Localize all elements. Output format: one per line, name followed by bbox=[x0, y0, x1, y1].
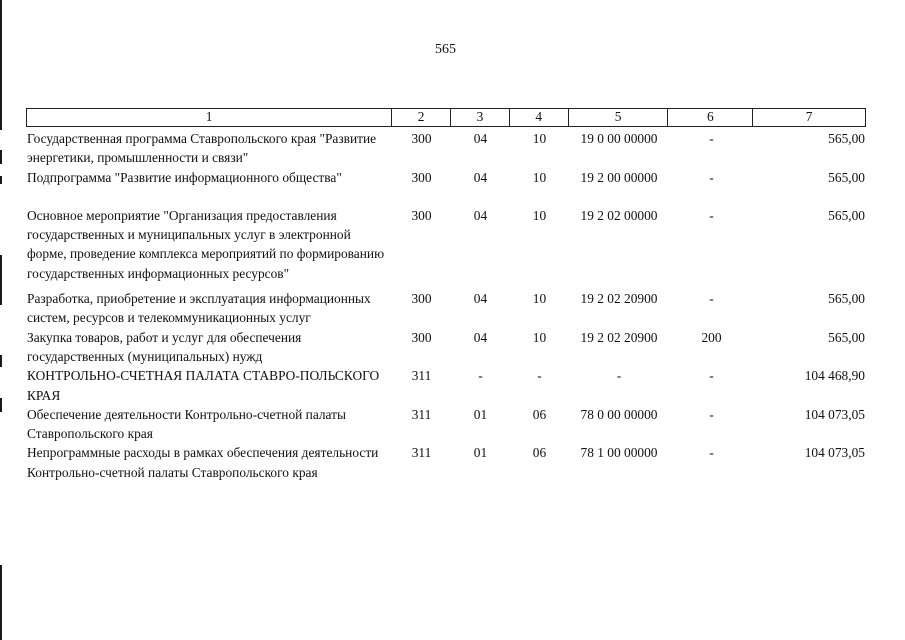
table-row bbox=[26, 366, 866, 405]
header-col-2: 2 bbox=[392, 109, 451, 126]
row-expense-type: - bbox=[709, 131, 714, 146]
header-col-5: 5 bbox=[569, 109, 669, 126]
row-subsection-code: 10 bbox=[532, 291, 547, 307]
row-target-code: 19 0 00 00000 bbox=[580, 131, 658, 146]
row-expense-type: - bbox=[709, 291, 714, 307]
row-expense-type: - bbox=[709, 445, 714, 461]
row-section-code: - bbox=[478, 368, 483, 384]
row-ministry-code: 300 bbox=[411, 329, 432, 345]
row-subsection-code: 10 bbox=[532, 329, 547, 345]
row-target-code: 78 1 00 00000 bbox=[580, 445, 658, 461]
header-col-6: 6 bbox=[668, 109, 753, 126]
row-amount: 104 468,90 bbox=[804, 368, 865, 384]
row-section-code: 01 bbox=[473, 406, 488, 422]
row-subsection-code: 06 bbox=[532, 445, 547, 461]
scan-edge-mark bbox=[0, 355, 2, 367]
table-row bbox=[26, 289, 866, 328]
row-subsection-code: 10 bbox=[532, 169, 547, 185]
scan-edge-mark bbox=[0, 398, 2, 412]
row-ministry-code: 300 bbox=[411, 131, 432, 146]
row-ministry-code: 300 bbox=[411, 291, 432, 307]
header-col-7: 7 bbox=[805, 109, 813, 124]
row-ministry-code: 300 bbox=[411, 207, 432, 223]
row-section-code: 01 bbox=[473, 445, 488, 461]
row-expense-type: - bbox=[709, 207, 714, 223]
row-name: Непрограммные расходы в рамках обеспечения деятельности Контрольно-счетной палаты Ставропольского края bbox=[27, 445, 379, 480]
row-expense-type: 200 bbox=[701, 329, 722, 345]
row-section-code: 04 bbox=[473, 131, 488, 146]
row-subsection-code: - bbox=[537, 368, 542, 384]
row-amount: 565,00 bbox=[828, 131, 865, 146]
row-expense-type: - bbox=[709, 169, 714, 185]
row-amount: 565,00 bbox=[828, 329, 865, 345]
row-name: Основное мероприятие "Организация предоставления государственных и муниципальных услуг в электронной форме, проведение комплекса мероприятий по формированию государственных информационных ресурсов" bbox=[27, 207, 385, 281]
row-ministry-code: 311 bbox=[411, 445, 432, 461]
scan-edge-mark bbox=[0, 565, 2, 640]
row-ministry-code: 311 bbox=[411, 406, 432, 422]
table-row bbox=[26, 206, 866, 283]
row-subsection-code: 06 bbox=[532, 406, 547, 422]
scan-edge-mark bbox=[0, 255, 2, 305]
row-target-code: 78 0 00 00000 bbox=[580, 406, 658, 422]
row-amount: 565,00 bbox=[828, 207, 865, 223]
row-target-code: 19 2 02 20900 bbox=[580, 329, 658, 345]
row-target-code: - bbox=[616, 368, 622, 384]
scan-edge-mark bbox=[0, 150, 2, 164]
row-amount: 565,00 bbox=[828, 291, 865, 307]
row-target-code: 19 2 02 00000 bbox=[580, 207, 658, 223]
row-expense-type: - bbox=[709, 406, 714, 422]
table-row bbox=[26, 168, 866, 187]
row-expense-type: - bbox=[709, 368, 714, 384]
row-name: Закупка товаров, работ и услуг для обеспечения государственных (муниципальных) нужд bbox=[27, 329, 302, 364]
header-col-3: 3 bbox=[451, 109, 510, 126]
row-name: Государственная программа Ставропольского края "Развитие энергетики, промышленности и связи" bbox=[27, 131, 377, 166]
row-subsection-code: 10 bbox=[532, 207, 547, 223]
row-amount: 104 073,05 bbox=[804, 445, 865, 461]
row-section-code: 04 bbox=[473, 291, 488, 307]
row-section-code: 04 bbox=[473, 329, 488, 345]
page-number: 565 bbox=[435, 42, 456, 57]
row-amount: 104 073,05 bbox=[804, 406, 865, 422]
row-name: Обеспечение деятельности Контрольно-счетной палаты Ставропольского края bbox=[27, 406, 347, 442]
scan-edge-line bbox=[0, 0, 2, 130]
table-row bbox=[26, 405, 866, 444]
table-row bbox=[26, 328, 866, 367]
row-name: Разработка, приобретение и эксплуатация информационных систем, ресурсов и телекоммуникационных услуг bbox=[27, 291, 371, 326]
header-col-4: 4 bbox=[510, 109, 569, 126]
row-name: КОНТРОЛЬНО-СЧЕТНАЯ ПАЛАТА СТАВРО-ПОЛЬСКОГО КРАЯ bbox=[27, 368, 380, 403]
header-col-1: 1 bbox=[27, 109, 392, 126]
row-section-code: 04 bbox=[473, 169, 488, 185]
row-amount: 565,00 bbox=[828, 169, 865, 185]
row-section-code: 04 bbox=[473, 207, 488, 223]
scan-edge-mark bbox=[0, 176, 2, 184]
row-subsection-code: 10 bbox=[532, 131, 547, 146]
row-target-code: 19 2 00 00000 bbox=[580, 169, 658, 185]
row-target-code: 19 2 02 20900 bbox=[580, 291, 658, 307]
row-ministry-code: 300 bbox=[411, 169, 432, 185]
row-ministry-code: 311 bbox=[411, 368, 432, 384]
budget-table bbox=[26, 108, 866, 482]
row-name: Подпрограмма "Развитие информационного общества" bbox=[27, 169, 342, 185]
table-row bbox=[26, 129, 866, 168]
table-row bbox=[26, 443, 866, 482]
table-header bbox=[26, 108, 866, 127]
